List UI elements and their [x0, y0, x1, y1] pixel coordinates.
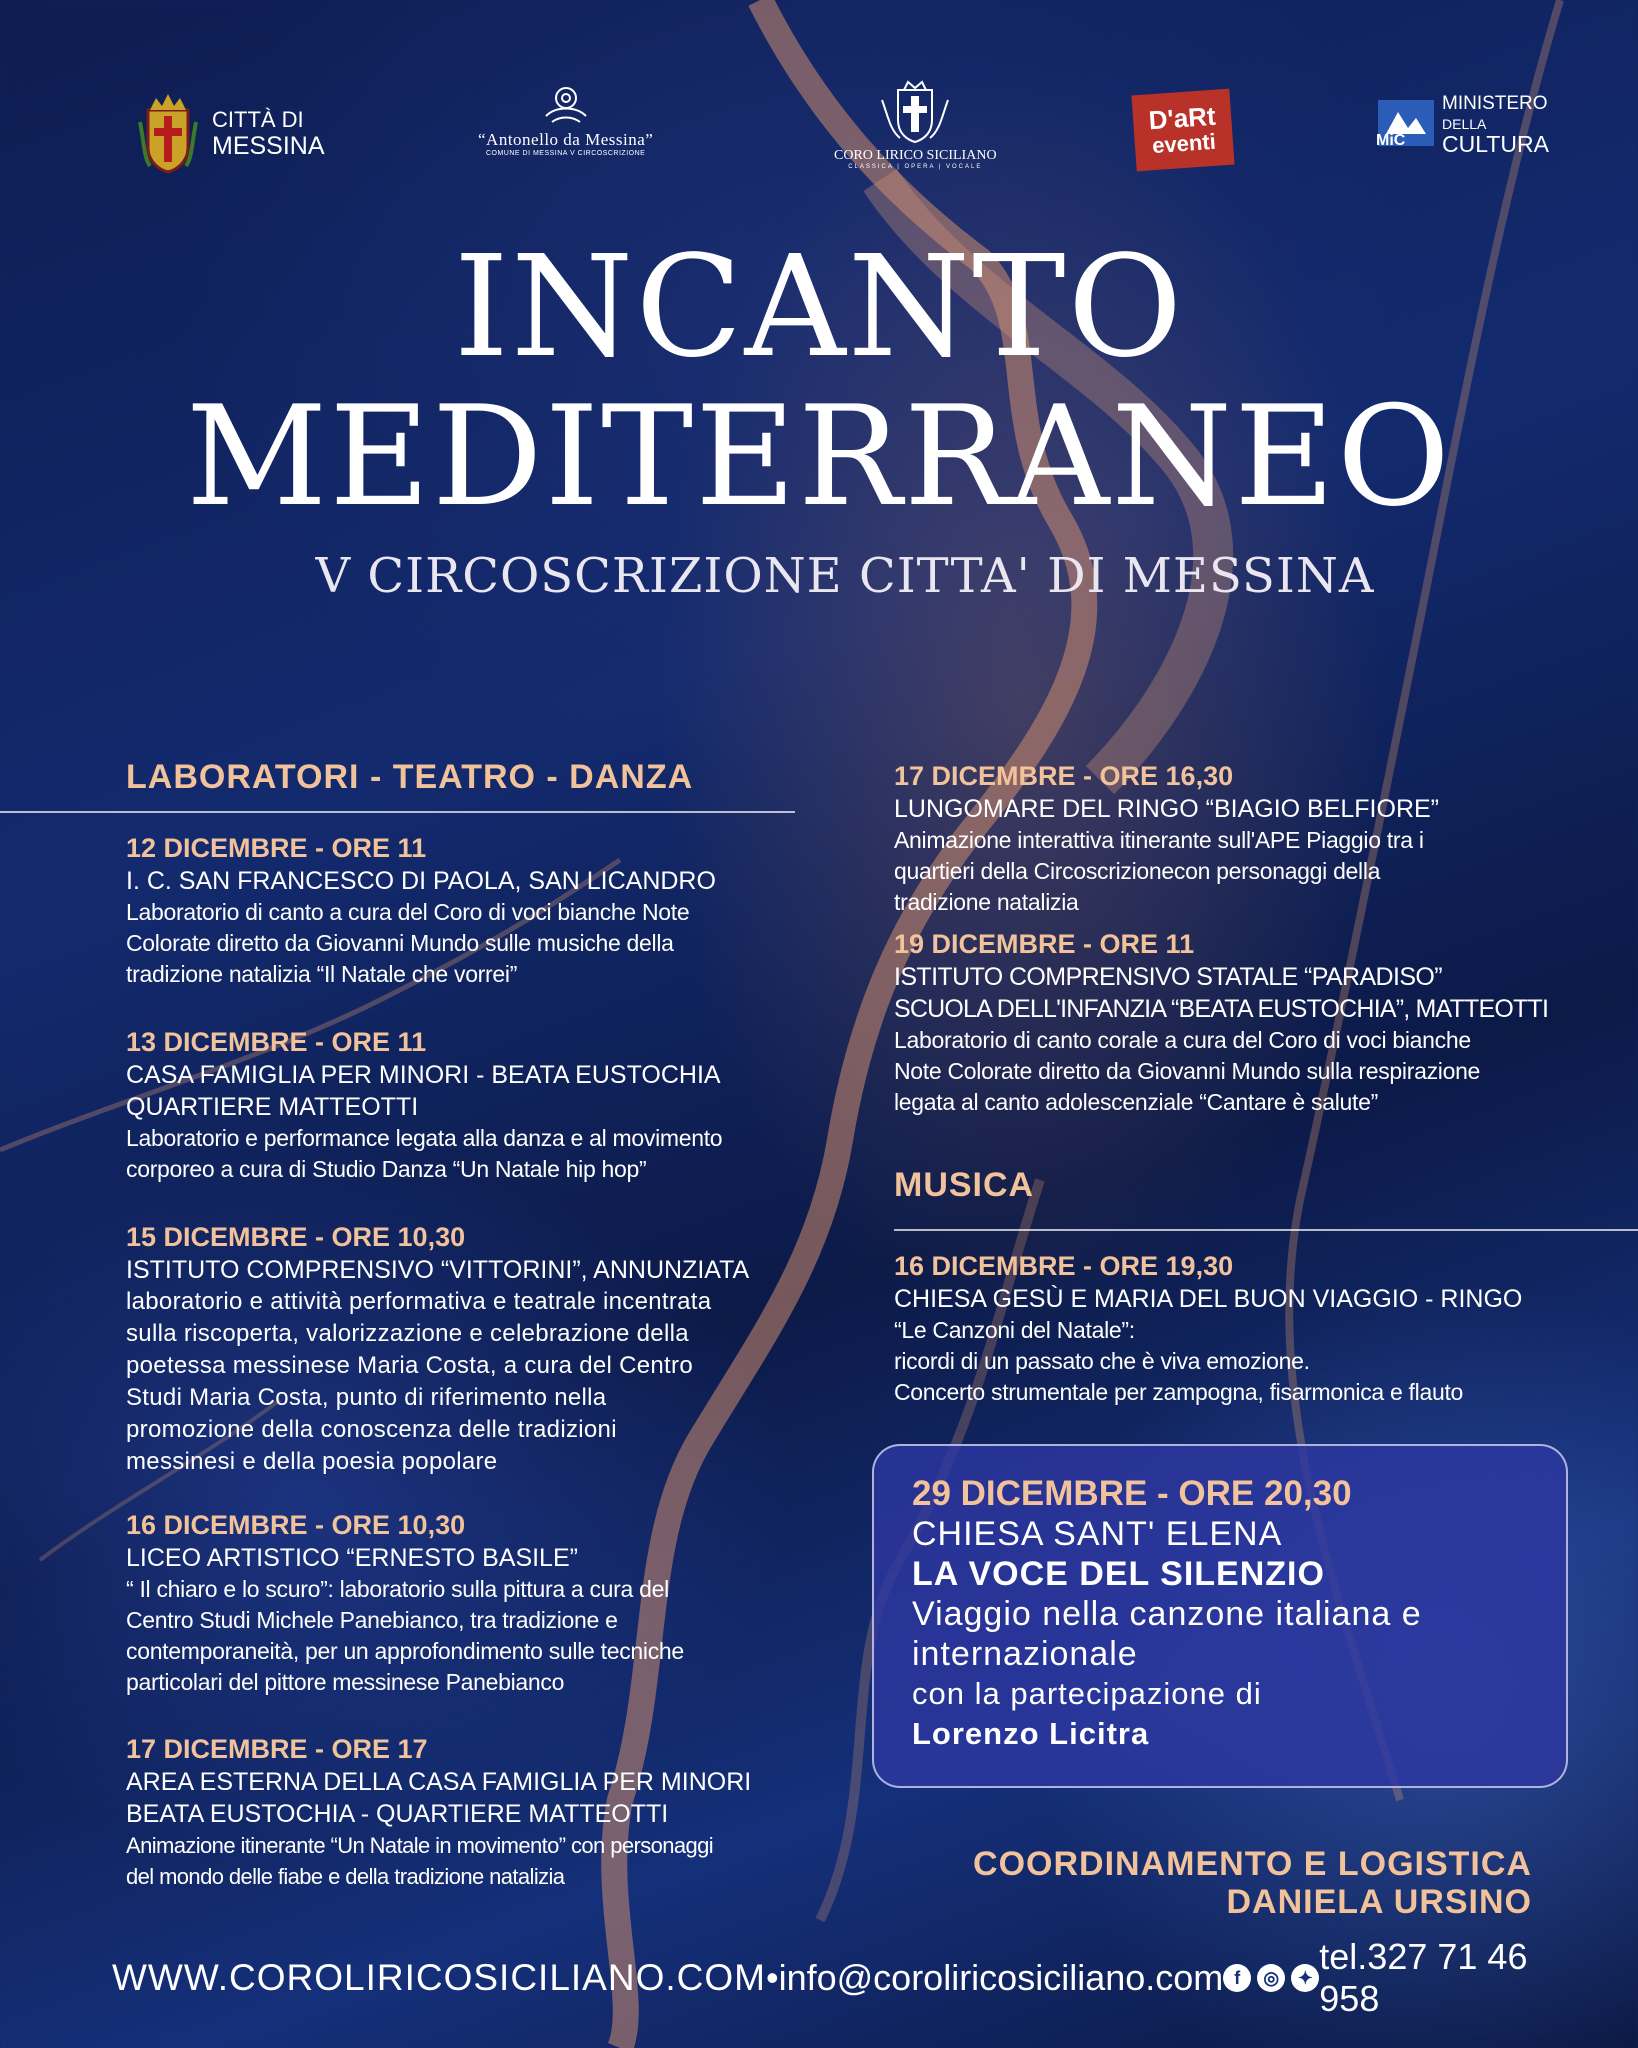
- event-desc-line: particolari del pittore messinese Panebianco: [126, 1669, 565, 1695]
- coordination-line1: COORDINAMENTO E LOGISTICA: [973, 1845, 1532, 1883]
- coro-crest-icon: [878, 80, 952, 146]
- featured-line: internazionale: [912, 1635, 1138, 1673]
- section-title-laboratori: LABORATORI - TEATRO - DANZA: [126, 758, 694, 796]
- section-divider-right: [894, 1229, 1638, 1231]
- event-date: 17 DICEMBRE - ORE 16,30: [894, 761, 1234, 791]
- ministero-line3: CULTURA: [1442, 131, 1549, 157]
- mic-emblem-icon: [1376, 94, 1436, 154]
- event-place: SCUOLA DELL'INFANZIA “BEATA EUSTOCHIA”, MATTEOTTI: [894, 995, 1549, 1023]
- event-16-dicembre-musica: [894, 1250, 1594, 1408]
- featured-event-box: [872, 1444, 1568, 1788]
- event-desc-line: tradizione natalizia “Il Natale che vorrei”: [126, 961, 518, 987]
- event-place: ISTITUTO COMPRENSIVO STATALE “PARADISO”: [894, 963, 1442, 991]
- mic-abbr: MiC: [1376, 132, 1406, 149]
- event-desc-line: “ Il chiaro e lo scuro”: laboratorio sulla pittura a cura del: [126, 1576, 669, 1602]
- event-desc-line: Colorate diretto da Giovanni Mundo sulle musiche della: [126, 930, 674, 956]
- ministero-line1: MINISTERO: [1442, 93, 1548, 114]
- footer-separator: •: [765, 1957, 779, 1998]
- subtitle: V CIRCOSCRIZIONE CITTA' DI MESSINA: [315, 548, 1375, 604]
- featured-artist: Lorenzo Licitra: [912, 1716, 1150, 1751]
- ministero-line2: DELLA: [1442, 116, 1487, 132]
- event-date: 13 DICEMBRE - ORE 11: [126, 1027, 427, 1057]
- event-date: 15 DICEMBRE - ORE 10,30: [126, 1222, 466, 1252]
- event-desc-line: legata al canto adolescenziale “Cantare è salute”: [894, 1089, 1378, 1115]
- coro-name: CORO LIRICO SICILIANO: [834, 148, 997, 163]
- coro-sub: CLASSICA | OPERA | VOCALE: [848, 164, 983, 170]
- event-desc-line: sulla riscoperta, valorizzazione e celebrazione della: [126, 1320, 689, 1347]
- event-date: 19 DICEMBRE - ORE 11: [894, 929, 1195, 959]
- title-line2: MEDITERRANEO: [185, 376, 1453, 537]
- event-date: 17 DICEMBRE - ORE 17: [126, 1734, 428, 1764]
- event-desc-line: laboratorio e attività performativa e teatrale incentrata: [126, 1288, 712, 1315]
- instagram-icon[interactable]: ◎: [1257, 1964, 1285, 1992]
- featured-place: CHIESA SANT' ELENA: [912, 1515, 1283, 1553]
- event-desc-line: poetessa messinese Maria Costa, a cura del Centro: [126, 1352, 693, 1379]
- antonello-sub: COMUNE DI MESSINA V CIRCOSCRIZIONE: [485, 150, 646, 157]
- event-place: I. C. SAN FRANCESCO DI PAOLA, SAN LICANDRO: [126, 867, 716, 895]
- antonello-emblem-icon: [536, 84, 596, 128]
- logo-ministero-cultura: [1376, 93, 1549, 157]
- event-17-dicembre-ringo: [894, 760, 1594, 918]
- facebook-icon[interactable]: f: [1223, 1964, 1251, 1992]
- coordination: [973, 1845, 1532, 1921]
- section-title-musica: MUSICA: [894, 1166, 1035, 1204]
- antonello-name: “Antonello da Messina”: [478, 130, 654, 149]
- event-date: 12 DICEMBRE - ORE 11: [126, 833, 427, 863]
- event-desc-line: Centro Studi Michele Panebianco, tra tradizione e: [126, 1607, 618, 1633]
- logo-coro-lirico-siciliano: [834, 80, 997, 170]
- logo-antonello-da-messina: [478, 84, 653, 157]
- twitter-icon[interactable]: ✦: [1291, 1964, 1319, 1992]
- darti-line1: D'aRt: [1147, 100, 1217, 136]
- event-desc-line: Laboratorio di canto corale a cura del Coro di voci bianche: [894, 1027, 1471, 1053]
- event-13-dicembre: [126, 1026, 826, 1185]
- event-desc-line: quartieri della Circoscrizionecon personaggi della: [894, 858, 1381, 884]
- event-place: LUNGOMARE DEL RINGO “BIAGIO BELFIORE”: [894, 795, 1439, 823]
- event-16-dicembre-basile: [126, 1509, 826, 1698]
- logo-darti-eventi: [1131, 89, 1234, 172]
- social-icons: [1223, 1964, 1319, 1992]
- event-desc-line: ricordi di un passato che è viva emozione.: [894, 1348, 1310, 1374]
- event-desc-line: Studi Maria Costa, punto di riferimento nella: [126, 1384, 607, 1411]
- featured-title: LA VOCE DEL SILENZIO: [912, 1555, 1325, 1593]
- messina-crest-icon: [136, 92, 200, 174]
- event-desc-line: del mondo delle fiabe e della tradizione natalizia: [126, 1864, 565, 1889]
- event-place: BEATA EUSTOCHIA - QUARTIERE MATTEOTTI: [126, 1800, 669, 1828]
- event-desc-line: Animazione itinerante “Un Natale in movimento” con personaggi: [126, 1833, 714, 1858]
- event-place: ISTITUTO COMPRENSIVO “VITTORINI”, ANNUNZIATA: [126, 1256, 750, 1284]
- event-15-dicembre: [126, 1221, 846, 1478]
- event-12-dicembre: [126, 832, 826, 990]
- event-17-dicembre-casa-famiglia: [126, 1733, 846, 1892]
- messina-line1: CITTÀ DI: [212, 107, 304, 132]
- event-desc-line: “Le Canzoni del Natale”:: [894, 1317, 1135, 1343]
- event-desc-line: Laboratorio di canto a cura del Coro di voci bianche Note: [126, 899, 690, 925]
- featured-line: Viaggio nella canzone italiana e: [912, 1595, 1422, 1633]
- phone-link[interactable]: tel.327 71 46 958: [1319, 1936, 1528, 2019]
- event-desc-line: promozione della conoscenza delle tradizioni: [126, 1416, 617, 1443]
- event-place: AREA ESTERNA DELLA CASA FAMIGLIA PER MINORI: [126, 1768, 752, 1796]
- event-desc-line: Laboratorio e performance legata alla danza e al movimento: [126, 1125, 723, 1151]
- event-date: 16 DICEMBRE - ORE 19,30: [894, 1251, 1234, 1281]
- featured-line: con la partecipazione di: [912, 1676, 1262, 1711]
- featured-date: 29 DICEMBRE - ORE 20,30: [912, 1474, 1352, 1513]
- event-desc-line: Animazione interattiva itinerante sull'APE Piaggio tra i: [894, 827, 1424, 853]
- logo-citta-di-messina: [136, 92, 325, 174]
- event-desc-line: tradizione natalizia: [894, 889, 1079, 915]
- event-19-dicembre: [894, 928, 1594, 1118]
- event-place: CASA FAMIGLIA PER MINORI - BEATA EUSTOCHIA: [126, 1061, 721, 1089]
- website-link[interactable]: WWW.COROLIRICOSICILIANO.COM: [112, 1957, 766, 1998]
- event-desc-line: corporeo a cura di Studio Danza “Un Natale hip hop”: [126, 1156, 647, 1182]
- event-date: 16 DICEMBRE - ORE 10,30: [126, 1510, 466, 1540]
- darti-line2: eventi: [1151, 128, 1217, 159]
- event-place: CHIESA GESÙ E MARIA DEL BUON VIAGGIO - RINGO: [894, 1285, 1523, 1313]
- coordination-line2: DANIELA URSINO: [1226, 1883, 1532, 1921]
- event-desc-line: messinesi e della poesia popolare: [126, 1448, 498, 1475]
- event-desc-line: contemporaneità, per un approfondimento sulle tecniche: [126, 1638, 684, 1664]
- footer: [112, 1936, 1532, 2019]
- event-desc-line: Note Colorate diretto da Giovanni Mundo sulla respirazione: [894, 1058, 1481, 1084]
- messina-line2: MESSINA: [212, 132, 325, 160]
- event-place: LICEO ARTISTICO “ERNESTO BASILE”: [126, 1544, 578, 1572]
- email-link[interactable]: info@coroliricosiciliano.com: [778, 1957, 1224, 1998]
- event-place: QUARTIERE MATTEOTTI: [126, 1093, 419, 1121]
- event-desc-line: Concerto strumentale per zampogna, fisarmonica e flauto: [894, 1379, 1464, 1405]
- section-divider-left: [0, 811, 795, 813]
- title-line1: INCANTO: [453, 226, 1185, 389]
